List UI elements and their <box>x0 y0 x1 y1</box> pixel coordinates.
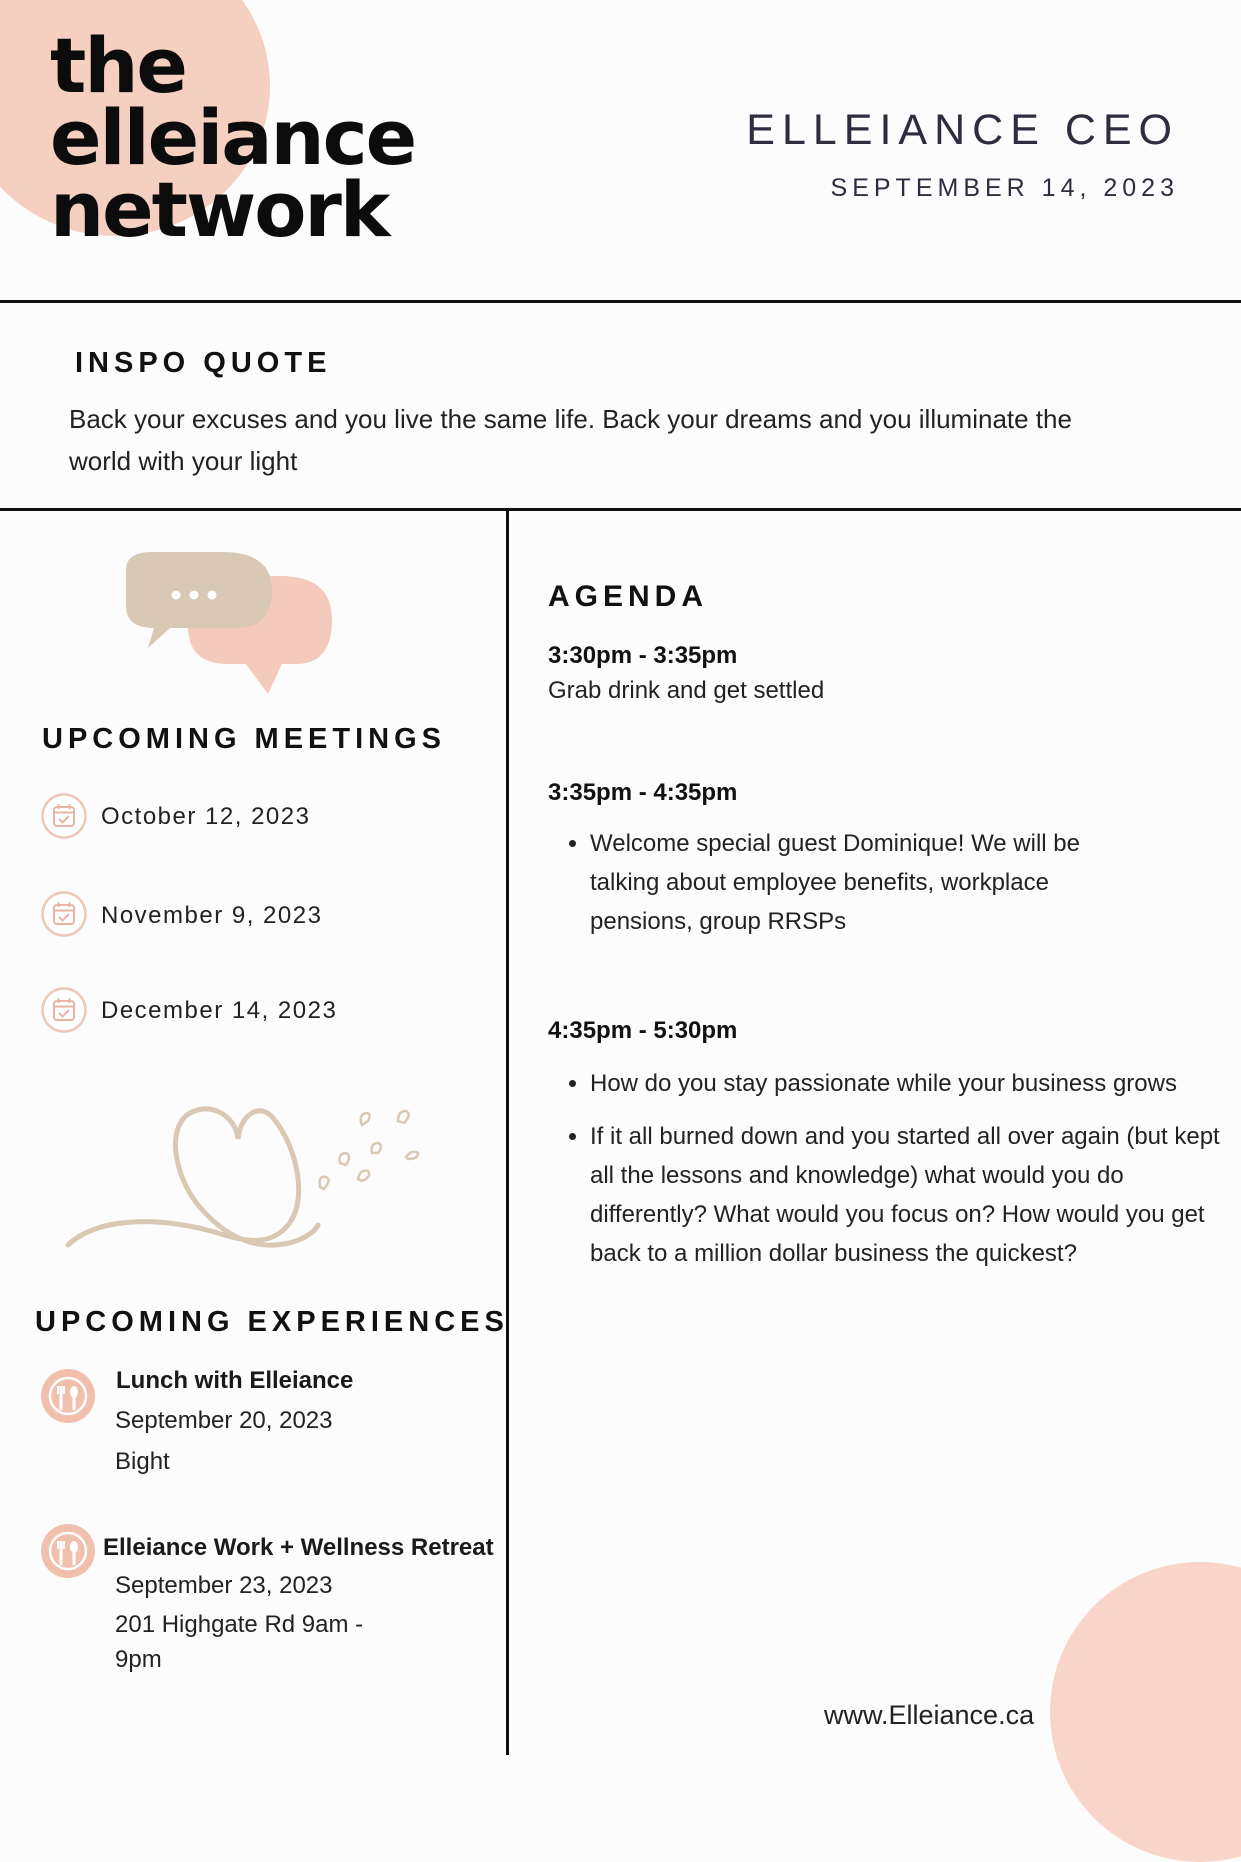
experience-date: September 23, 2023 <box>115 1572 333 1599</box>
role-title: ELLEIANCE CEO <box>746 106 1179 154</box>
agenda-time: 4:35pm - 5:30pm <box>548 1017 738 1044</box>
quote-text: Back your excuses and you live the same life. Back your dreams and you illuminate the world with your light <box>69 404 1072 476</box>
meeting-date: December 14, 2023 <box>101 997 338 1024</box>
experience-title: Lunch with Elleiance <box>116 1367 354 1394</box>
utensils-icon <box>40 1368 96 1424</box>
calendar-icon <box>41 793 87 839</box>
experience-location: Bight <box>115 1448 170 1475</box>
experience-location: 9pm <box>115 1646 162 1673</box>
agenda-heading: AGENDA <box>548 580 709 613</box>
meeting-date: October 12, 2023 <box>101 803 311 830</box>
quote-divider <box>0 508 1241 511</box>
website-link[interactable]: www.Elleiance.ca <box>824 1700 1035 1730</box>
decorative-circle-bottom-right <box>1050 1562 1241 1862</box>
agenda-bullet: • If it all burned down and you started all over again (but kept all the lessons and knowledge) what would you do differently? What would you focus on? How would you get back to a million dollar business the quickest? <box>590 1117 1230 1273</box>
agenda-bullet: • How do you stay passionate while your business grows <box>590 1064 1230 1103</box>
experience-location: 201 Highgate Rd 9am - <box>115 1611 364 1638</box>
experience-title: Elleiance Work + Wellness Retreat <box>103 1534 494 1561</box>
chat-bubbles-icon <box>118 548 334 700</box>
quote-heading: INSPO QUOTE <box>75 347 332 379</box>
agenda-time: 3:35pm - 4:35pm <box>548 779 738 806</box>
agenda-bullet-list <box>548 824 1090 955</box>
agenda-bullet: • Welcome special guest Dominique! We will be talking about employee benefits, workplace pensions, group RRSPs <box>590 824 1090 941</box>
meetings-heading: UPCOMING MEETINGS <box>42 723 447 755</box>
experiences-heading: UPCOMING EXPERIENCES <box>35 1306 509 1338</box>
column-divider <box>506 510 509 1755</box>
network-logo <box>50 21 416 254</box>
logo-line-2: elleiance <box>50 93 416 182</box>
logo-line-1: the <box>50 21 186 110</box>
header-divider <box>0 300 1241 303</box>
logo-line-3: network <box>50 165 389 254</box>
utensils-icon <box>40 1523 96 1579</box>
agenda-time: 3:30pm - 3:35pm <box>548 642 738 669</box>
meeting-row <box>41 793 87 844</box>
meeting-row <box>41 987 87 1038</box>
agenda-bullet-list <box>548 1064 1230 1287</box>
document-date: SEPTEMBER 14, 2023 <box>830 174 1179 202</box>
meeting-date: November 9, 2023 <box>101 902 323 929</box>
meeting-row <box>41 891 87 942</box>
calendar-icon <box>41 987 87 1033</box>
agenda-text: Grab drink and get settled <box>548 677 825 704</box>
calendar-icon <box>41 891 87 937</box>
heart-doodle-icon <box>62 1095 432 1265</box>
experience-date: September 20, 2023 <box>115 1407 333 1434</box>
